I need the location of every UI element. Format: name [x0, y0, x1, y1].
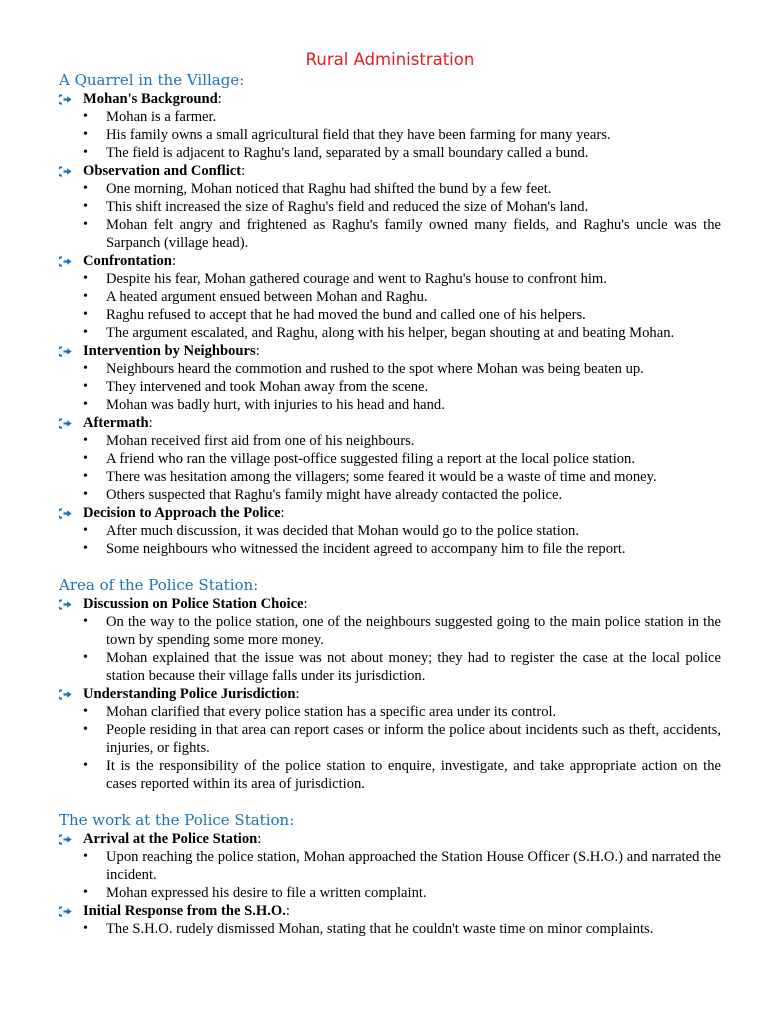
arrow-right-icon: [59, 90, 74, 108]
list-item: • Mohan clarified that every police station has a specific area under its control.: [59, 703, 721, 721]
arrow-right-icon: [59, 902, 74, 920]
bullet-list: [59, 108, 721, 162]
list-item: • They intervened and took Mohan away from the scene.: [59, 378, 721, 396]
list-item: • The argument escalated, and Raghu, along with his helper, began shouting at and beating Mohan.: [59, 324, 721, 342]
label-colon: :: [171, 253, 176, 269]
subsection: [59, 685, 721, 793]
subsection-header: [59, 342, 721, 360]
list-item: • Raghu refused to accept that he had moved the bund and called one of his helpers.: [59, 306, 721, 324]
subsection-label: Understanding Police Jurisdiction: [83, 686, 296, 702]
arrow-right-icon: [59, 162, 74, 180]
arrow-right-icon: [59, 595, 74, 613]
subsection-label: Mohan's Background: [83, 91, 218, 107]
list-item: • Mohan expressed his desire to file a written complaint.: [59, 884, 721, 902]
label-colon: :: [255, 343, 260, 359]
subsection: [59, 902, 721, 938]
list-item: • People residing in that area can report cases or inform the police about incidents such as theft, accidents, injuries, or fights.: [59, 721, 721, 757]
subsection-label: Decision to Approach the Police: [83, 505, 281, 521]
subsection-label: Aftermath: [83, 415, 149, 431]
subsection-label: Observation and Conflict: [83, 163, 242, 179]
bullet-list: [59, 848, 721, 902]
list-item: • It is the responsibility of the police station to enquire, investigate, and take appropriate action on the cases reported within its area of jurisdiction.: [59, 757, 721, 793]
list-item: • Others suspected that Raghu's family might have already contacted the police.: [59, 486, 721, 504]
bullet-list: [59, 920, 721, 938]
subsection: [59, 595, 721, 685]
list-item: • Some neighbours who witnessed the incident agreed to accompany him to file the report.: [59, 540, 721, 558]
list-item: • Mohan explained that the issue was not about money; they had to register the case at the local police station because their village falls under its jurisdiction.: [59, 649, 721, 685]
list-item: • This shift increased the size of Raghu's field and reduced the size of Mohan's land.: [59, 198, 721, 216]
section: [59, 576, 721, 793]
list-item: • Mohan was badly hurt, with injuries to his head and hand.: [59, 396, 721, 414]
subsection-header: [59, 830, 721, 848]
label-colon: :: [217, 91, 222, 107]
list-item: • A heated argument ensued between Mohan and Raghu.: [59, 288, 721, 306]
label-colon: :: [148, 415, 153, 431]
list-item: • One morning, Mohan noticed that Raghu had shifted the bund by a few feet.: [59, 180, 721, 198]
section: [59, 71, 721, 558]
subsection: [59, 252, 721, 342]
list-item: • A friend who ran the village post-office suggested filing a report at the local police station.: [59, 450, 721, 468]
bullet-list: [59, 703, 721, 793]
label-colon: :: [285, 903, 290, 919]
subsection: [59, 342, 721, 414]
subsection: [59, 90, 721, 162]
subsection-header: [59, 595, 721, 613]
subsection: [59, 414, 721, 504]
subsection-header: [59, 504, 721, 522]
subsection-label: Arrival at the Police Station: [83, 831, 258, 847]
section-heading: The work at the Police Station:: [59, 811, 295, 829]
list-item: • Mohan received first aid from one of his neighbours.: [59, 432, 721, 450]
label-colon: :: [257, 831, 262, 847]
label-colon: :: [303, 596, 308, 612]
list-item: • Upon reaching the police station, Mohan approached the Station House Officer (S.H.O.) and narrated the incident.: [59, 848, 721, 884]
list-item: • Mohan felt angry and frightened as Raghu's family owned many fields, and Raghu's uncle was the Sarpanch (village head).: [59, 216, 721, 252]
subsection: [59, 830, 721, 902]
list-item: • Neighbours heard the commotion and rushed to the spot where Mohan was being beaten up.: [59, 360, 721, 378]
subsection: [59, 162, 721, 252]
subsection-header: [59, 414, 721, 432]
subsection-label: Confrontation: [83, 253, 172, 269]
list-item: • The field is adjacent to Raghu's land, separated by a small boundary called a bund.: [59, 144, 721, 162]
subsection-label: Intervention by Neighbours: [83, 343, 256, 359]
subsection-label: Initial Response from the S.H.O.: [83, 903, 286, 919]
bullet-list: [59, 432, 721, 504]
arrow-right-icon: [59, 252, 74, 270]
list-item: • After much discussion, it was decided that Mohan would go to the police station.: [59, 522, 721, 540]
subsection-header: [59, 902, 721, 920]
list-item: • Mohan is a farmer.: [59, 108, 721, 126]
list-item: • On the way to the police station, one of the neighbours suggested going to the main police station in the town by spending some more money.: [59, 613, 721, 649]
section-heading: A Quarrel in the Village:: [59, 71, 245, 89]
label-colon: :: [241, 163, 246, 179]
arrow-right-icon: [59, 504, 74, 522]
subsection-header: [59, 162, 721, 180]
arrow-right-icon: [59, 414, 74, 432]
bullet-list: [59, 180, 721, 252]
subsection-header: [59, 685, 721, 703]
list-item: • His family owns a small agricultural field that they have been farming for many years.: [59, 126, 721, 144]
subsection-label: Discussion on Police Station Choice: [83, 596, 304, 612]
bullet-list: [59, 522, 721, 558]
label-colon: :: [295, 686, 300, 702]
subsection-header: [59, 90, 721, 108]
document-title: Rural Administration: [305, 50, 475, 69]
bullet-list: [59, 360, 721, 414]
bullet-list: [59, 613, 721, 685]
subsection: [59, 504, 721, 558]
subsection-header: [59, 252, 721, 270]
document-body: [59, 71, 721, 938]
arrow-right-icon: [59, 830, 74, 848]
bullet-list: [59, 270, 721, 342]
list-item: • Despite his fear, Mohan gathered courage and went to Raghu's house to confront him.: [59, 270, 721, 288]
section: [59, 811, 721, 938]
list-item: • There was hesitation among the villagers; some feared it would be a waste of time and money.: [59, 468, 721, 486]
section-heading: Area of the Police Station:: [59, 576, 259, 594]
label-colon: :: [280, 505, 285, 521]
list-item: • The S.H.O. rudely dismissed Mohan, stating that he couldn't waste time on minor complaints.: [59, 920, 721, 938]
arrow-right-icon: [59, 685, 74, 703]
arrow-right-icon: [59, 342, 74, 360]
